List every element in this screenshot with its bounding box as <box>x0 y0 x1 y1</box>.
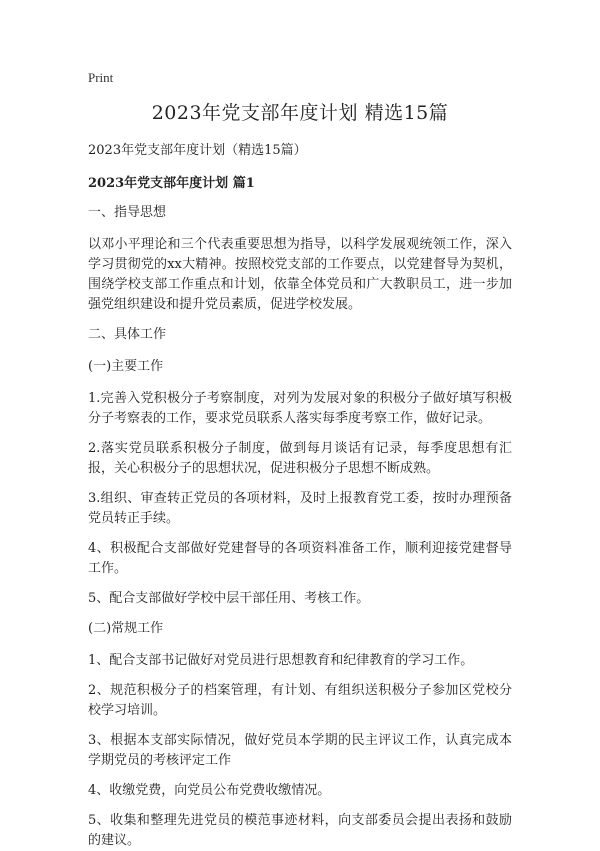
main-work-item-3: 3.组织、审查转正党员的各项材料，及时上报教育党工委，按时办理预备党员转正手续。 <box>88 491 512 526</box>
heading-specific-work: 二、具体工作 <box>88 327 167 342</box>
heading-main-work: (一)主要工作 <box>88 359 164 374</box>
main-work-item-5: 5、配合支部做好学校中层干部任用、考核工作。 <box>88 591 370 606</box>
routine-work-item-5: 5、收集和整理先进党员的模范事迹材料，向支部委员会提出表扬和鼓励的建议。 <box>88 813 512 848</box>
document-title: 2023年党支部年度计划 精选15篇 <box>151 102 449 124</box>
heading-guiding-ideology: 一、指导思想 <box>88 205 167 220</box>
main-work-item-1: 1.完善入党积极分子考察制度，对列为发展对象的积极分子做好填写积极分子考察表的工作，要求党员联系人落实每季度考察工作，做好记录。 <box>88 391 512 426</box>
routine-work-item-3: 3、根据本支部实际情况，做好党员本学期的民主评议工作，认真完成本学期党员的考核评定工作 <box>88 733 512 768</box>
heading-routine-work: (二)常规工作 <box>88 621 164 636</box>
section-title: 2023年党支部年度计划 篇1 <box>88 176 255 191</box>
document-subtitle: 2023年党支部年度计划（精选15篇） <box>88 143 307 158</box>
routine-work-item-1: 1、配合支部书记做好对党员进行思想教育和纪律教育的学习工作。 <box>88 653 474 668</box>
print-link[interactable]: Print <box>88 70 114 85</box>
routine-work-item-4: 4、收缴党费，向党员公布党费收缴情况。 <box>88 783 331 798</box>
main-work-item-4: 4、积极配合支部做好党建督导的各项资料准备工作，顺利迎接党建督导工作。 <box>88 541 512 576</box>
main-work-item-2: 2.落实党员联系积极分子制度，做到每月谈话有记录，每季度思想有汇报，关心积极分子的思想状况，促进积极分子思想不断成熟。 <box>88 441 512 476</box>
routine-work-item-2: 2、规范积极分子的档案管理，有计划、有组织送积极分子参加区党校分校学习培训。 <box>88 683 512 718</box>
paragraph-guiding-ideology: 以邓小平理论和三个代表重要思想为指导，以科学发展观统领工作，深入学习贯彻党的xx大精神。按照校党支部的工作要点，以党建督导为契机，围绕学校支部工作重点和计划，依靠全体党员和广大教职员工，进一步加强党组织建设和提升党员素质，促进学校发展。 <box>88 237 512 312</box>
